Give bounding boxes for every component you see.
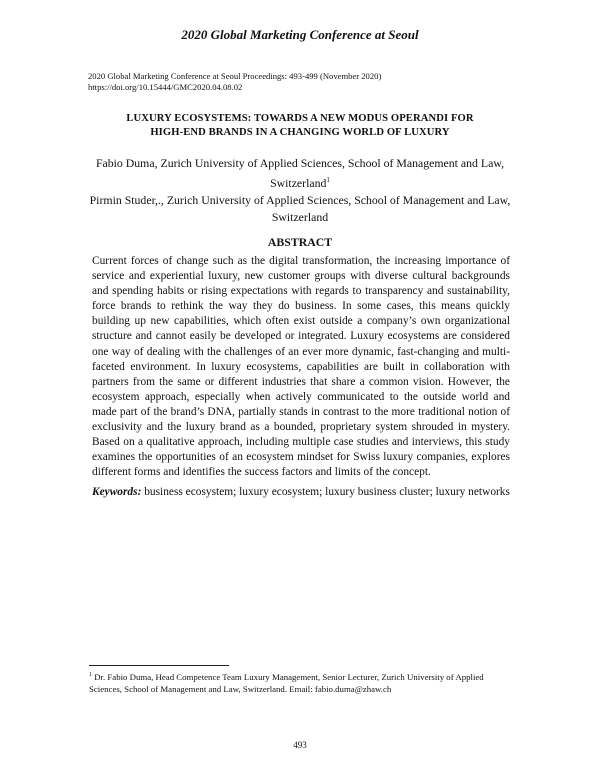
- author-2: Pirmin Studer,., Zurich University of Applied Sciences, School of Management and Law, Switzerland: [89, 192, 511, 224]
- abstract-heading: ABSTRACT: [267, 235, 333, 249]
- footnote: [89, 669, 514, 695]
- abstract-body: Current forces of change such as the digital transformation, the increasing importance of service and experiential luxury, new customer groups with diverse cultural backgrounds and spending habits or rising expectations with regards to transparency and sustainability, force brands to rethink the way they do business. In some cases, this means quickly building up new capabilities, which often exist outside a company’s own organizational structure and cannot easily be developed or integrated. Luxury ecosystems are considered one way of dealing with the challenges of an ever more dynamic, fast-changing and multi- faceted environment. In luxury ecosystems, capabilities are built in collaboration with partners from the same or different industries that share a common vision. However, the ecosystem approach, especially when actively communicated to the outside world and made part of the brand’s DNA, partially stands in contrast to the more traditional notion of exclusivity and the luxury brand as a bounded, proprietary system shrouded in mystery. Based on a qualitative approach, including multiple case studies and interviews, this study examines the opportunities of an ecosystem mindset for Swiss luxury companies, explores different forms and identifies the success factors and limits of the concept.: [92, 255, 510, 479]
- running-header: 2020 Global Marketing Conference at Seoul: [181, 27, 419, 42]
- doi-link[interactable]: https://doi.org/10.15444/GMC2020.04.08.02: [88, 82, 243, 92]
- footnote-divider: [89, 665, 229, 666]
- title-line-1: LUXURY ECOSYSTEMS: TOWARDS A NEW MODUS OPERANDI FOR: [126, 113, 474, 124]
- page-number: 493: [293, 740, 307, 750]
- keywords: [92, 485, 510, 500]
- keywords-label: Keywords:: [92, 486, 142, 498]
- title-line-2: HIGH-END BRANDS IN A CHANGING WORLD OF LUXURY: [150, 127, 450, 138]
- author-list: [88, 155, 512, 226]
- paper-title: [80, 112, 520, 140]
- footnote-text: Dr. Fabio Duma, Head Competence Team Luxury Management, Senior Lecturer, Zurich University of Applied Sciences, School of Management and Law, Switzerland. Email: fabio.duma@zhaw.ch: [89, 671, 484, 694]
- keywords-text: business ecosystem; luxury ecosystem; luxury business cluster; luxury networks: [144, 486, 510, 498]
- author-1-footnote-mark: 1: [326, 176, 330, 184]
- author-1: [88, 155, 512, 192]
- proceedings-citation: 2020 Global Marketing Conference at Seoul Proceedings: 493-499 (November 2020): [88, 71, 382, 81]
- footnote-mark: 1: [89, 672, 92, 678]
- author-1-text: Fabio Duma, Zurich University of Applied Sciences, School of Management and Law, Switzerland: [95, 156, 505, 190]
